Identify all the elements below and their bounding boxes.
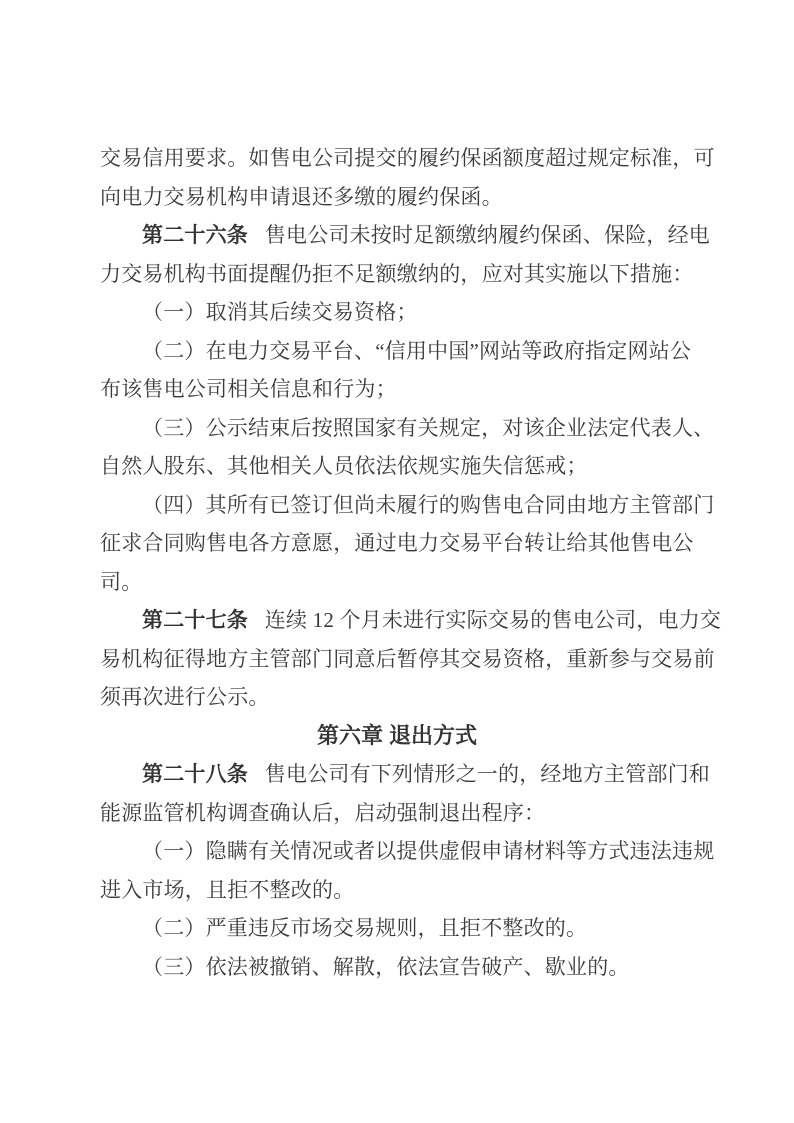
text-line: 向电力交易机构申请退还多缴的履约保函。	[100, 184, 503, 209]
text-line: 易机构征得地方主管部门同意后暂停其交易资格，重新参与交易前	[100, 646, 715, 671]
text-line: 司。	[100, 569, 143, 594]
article-number: 第二十七条	[142, 608, 248, 632]
article-number: 第二十八条	[142, 762, 248, 786]
text-line	[100, 216, 710, 255]
text-line: （二）在电力交易平台、“信用中国”网站等政府指定网站公	[142, 338, 692, 363]
text-line: 交易信用要求。如售电公司提交的履约保函额度超过规定标准，可	[100, 146, 715, 170]
document-body	[100, 139, 722, 986]
text-line: （一）隐瞒有关情况或者以提供虚假申请材料等方式违法违规	[142, 839, 715, 863]
text-line: 布该售电公司相关信息和行为；	[100, 377, 397, 401]
text-line: （二）严重违反市场交易规则，且拒不整改的。	[142, 916, 588, 940]
text-line: （三）公示结束后按照国家有关规定，对该企业法定代表人、	[142, 415, 715, 440]
article-text: 售电公司有下列情形之一的，经地方主管部门和	[264, 762, 710, 786]
text-line	[100, 755, 710, 794]
article-number: 第二十六条	[142, 223, 248, 247]
text-line: （四）其所有已签订但尚未履行的购售电合同由地方主管部门	[142, 492, 715, 517]
text-line: 进入市场，且拒不整改的。	[100, 877, 355, 902]
article-text: 售电公司未按时足额缴纳履约保函、保险，经电	[264, 223, 710, 247]
text-line	[100, 601, 722, 640]
text-line: 力交易机构书面提醒仍拒不足额缴纳的，应对其实施以下措施：	[100, 261, 694, 286]
text-line: （三）依法被撤销、解散，依法宣告破产、歇业的。	[142, 954, 630, 979]
text-line: 能源监管机构调查确认后，启动强制退出程序：	[100, 800, 546, 825]
article-text: 连续 12 个月未进行实际交易的售电公司，电力交	[264, 608, 722, 632]
text-line: 征求合同购售电各方意愿，通过电力交易平台转让给其他售电公	[100, 531, 694, 555]
text-line: 自然人股东、其他相关人员依法依规实施失信惩戒；	[100, 454, 588, 478]
text-line: 须再次进行公示。	[100, 685, 270, 709]
chapter-heading: 第六章 退出方式	[316, 722, 478, 748]
text-line: （一）取消其后续交易资格；	[142, 300, 418, 324]
